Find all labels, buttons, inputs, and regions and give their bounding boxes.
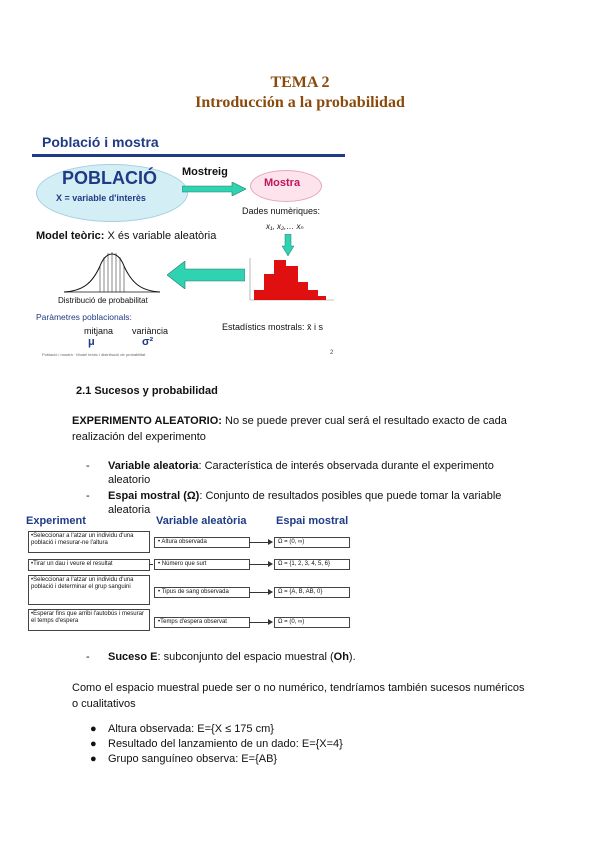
table-header-experiment: Experiment: [26, 515, 86, 527]
table-row-exp: •Esperar fins que arribi l'autobús i mesurar el temps d'espera: [28, 609, 150, 631]
table-row-omega: Ω = (0, ∞): [274, 617, 350, 628]
mostreig-label: Mostreig: [182, 166, 228, 178]
normal-curve-icon: [62, 244, 162, 296]
como-paragraph: Como el espacio muestral puede ser o no numérico, tendríamos también sucesos numéricos o cualitativos: [72, 682, 525, 710]
table-row-var: • Tipus de sang observada: [154, 587, 250, 598]
down-arrow-icon: [282, 234, 294, 256]
slide-page-number: 2: [330, 350, 334, 356]
variancia-label: variància: [132, 326, 169, 336]
mitjana-label: mitjana: [84, 326, 114, 336]
estadistics-label: Estadístics mostrals: x̄ i s: [222, 322, 324, 332]
table-header-variable: Variable aleatòria: [156, 515, 247, 527]
table-row-omega: Ω = {1, 2, 3, 4, 5, 6}: [274, 559, 350, 570]
list-item: ● Altura observada: E={X ≤ 175 cm}: [90, 723, 274, 735]
experiment-table: [26, 515, 356, 640]
table-row-omega: Ω = {A, B, AB, 0}: [274, 587, 350, 598]
section-title: 2.1 Sucesos y probabilidad: [76, 385, 218, 397]
slide-heading-rule: [32, 154, 345, 157]
table-row-exp: •Seleccionar a l'atzar un individu d'una població i determinar el grup sanguini: [28, 575, 150, 605]
slide-poblacio-mostra: [32, 126, 345, 364]
list-item: ● Grupo sanguíneo observa: E={AB}: [90, 753, 278, 765]
sigma-symbol: σ²: [142, 336, 154, 348]
poblacio-label: POBLACIÓ: [62, 168, 158, 188]
table-row-exp: •Seleccionar a l'atzar un individu d'una població i mesurar-ne l'altura: [28, 531, 150, 553]
model-teoric: Model teòric: X és variable aleatòria: [36, 230, 217, 242]
mostreig-arrow-icon: [182, 182, 246, 196]
slide-footer: Població i mostra · Model teòric i distribució de probabilitat: [42, 352, 146, 357]
sample-values: x₁, x₂,… xₙ: [266, 222, 304, 231]
table-row-exp: •Tirar un dau i veure el resultat: [28, 559, 150, 571]
dades-label: Dades numèriques:: [242, 206, 321, 216]
back-arrow-icon: [167, 261, 245, 289]
histogram-icon: [246, 256, 336, 316]
table-row-var: •Temps d'espera observat: [154, 617, 250, 628]
parametres-label: Paràmetres poblacionals:: [36, 312, 132, 322]
variable-label: X = variable d'interès: [56, 193, 146, 203]
tema-title: TEMA 2: [270, 74, 330, 91]
distribucio-label: Distribució de probabilitat: [58, 296, 148, 305]
table-row-var: • Altura observada: [154, 537, 250, 548]
table-row-var: • Número que surt: [154, 559, 250, 570]
mu-symbol: μ: [88, 336, 95, 348]
list-item-variable-aleatoria: - Variable aleatoria: Característica de interés observada durante el experimento aleatorio: [86, 460, 494, 486]
mostra-label: Mostra: [264, 177, 301, 189]
tema-subtitle: Introducción a la probabilidad: [195, 94, 405, 111]
list-item-espai-mostral: - Espai mostral (Ω): Conjunto de resultados posibles que puede tomar la variable aleatoria: [86, 490, 502, 516]
list-item-suceso: - Suceso E: subconjunto del espacio muestral (Oh).: [86, 651, 356, 663]
table-header-espai: Espai mostral: [276, 515, 349, 527]
table-row-omega: Ω = (0, ∞): [274, 537, 350, 548]
slide-heading: Població i mostra: [42, 134, 159, 150]
list-item: ● Resultado del lanzamiento de un dado: E={X=4}: [90, 738, 343, 750]
experimento-paragraph: EXPERIMENTO ALEATORIO: No se puede prever cual será el resultado exacto de cada realización del experimento: [72, 415, 507, 443]
